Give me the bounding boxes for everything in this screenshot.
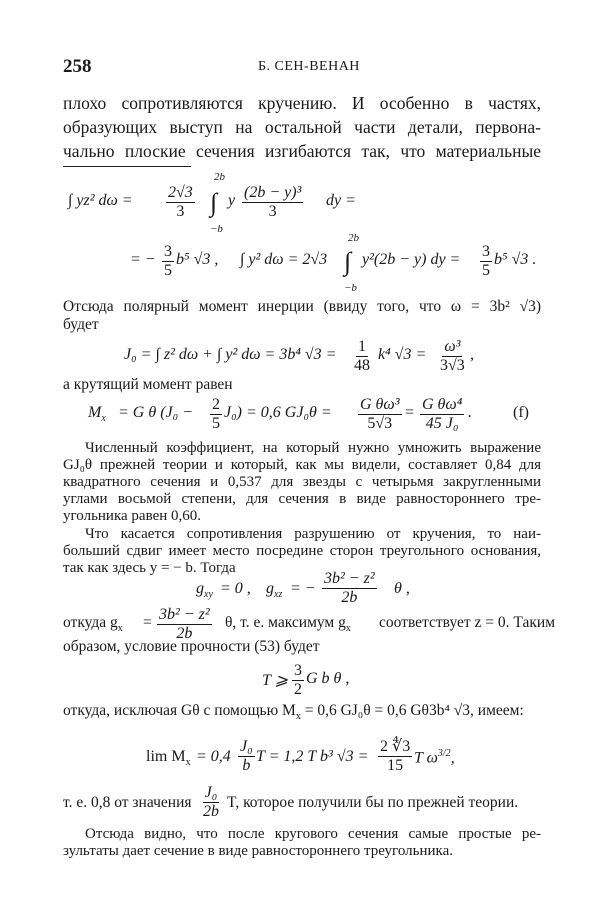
- integral-sign: ∫: [210, 188, 218, 217]
- otkuda1-c: [225, 614, 351, 634]
- eq7-lim: [146, 748, 191, 768]
- eq2-upper-limit: 2b: [348, 232, 359, 244]
- intro-line-2: образующих выступ на остальной части детали, первона-: [63, 117, 541, 137]
- te-line: [63, 784, 541, 820]
- eq7-frac-1: $\frac{\text{J₀}}{b}$: [240, 738, 253, 774]
- eq3-lhs: J₀ = ∫ z² dω + ∫ y² dω = 3b⁴ √3 =: [124, 346, 337, 363]
- eq3-mid: k⁴ √3 =: [378, 346, 427, 363]
- eq4-part2: J₀) = 0,6 GJ₀θ =: [224, 404, 332, 421]
- torque-line: а крутящий момент равен: [63, 376, 233, 393]
- otkuda2-a-sub: x: [295, 711, 301, 723]
- otkuda1-a: [63, 614, 123, 634]
- eq3-frac-2: $\frac{\text{ω³}}{3√3}$: [440, 338, 465, 374]
- eq3-tail: ,: [470, 346, 474, 363]
- equation-label-f: (f): [513, 404, 529, 421]
- p1-line-2: GJ₀θ прежней теории и который, как мы видели, составляет 0,84 для: [63, 457, 541, 473]
- eq6-frac: $\frac{3}{2}$: [294, 662, 302, 698]
- te-a: т. е. 0,8 от значения: [63, 794, 192, 811]
- eq7-part1: = 0,4: [196, 748, 231, 765]
- eq4-eq: =: [404, 404, 415, 421]
- eq2-frac-2: $\frac{3}{5}$: [482, 243, 490, 279]
- eq1-lhs: ∫ yz² dω =: [68, 192, 133, 209]
- eq5-g1: g: [196, 580, 204, 597]
- eq3-frac-1: $\frac{1}{48}$: [354, 338, 370, 374]
- eq7-frac-2: $\frac{2 ∜3}{15}$: [380, 738, 411, 774]
- equation-2: [130, 232, 550, 295]
- eq5-frac: $\frac{\text{3b² − z²}}{2b}$: [324, 570, 375, 606]
- eq4-frac-2: $\frac{\text{G θω³}}{5√3}$: [360, 396, 400, 432]
- eq2-frac-1: $\frac{3}{5}$: [164, 243, 172, 279]
- eq5-tail: θ ,: [394, 580, 410, 597]
- p2-line-2: больший сдвиг имеет место посредине сторон треугольного основания,: [63, 543, 541, 559]
- eq5-sub2: xz: [274, 589, 283, 601]
- eq5-part2: = 0 ,: [220, 580, 251, 597]
- eq6-tail: G b θ ,: [306, 670, 350, 687]
- running-head: Б. СЕН-ВЕНАН: [258, 59, 360, 74]
- otkuda2-a: откуда, исключая Gθ с помощью M: [63, 702, 296, 719]
- eq7-lim-text: lim M: [146, 748, 186, 765]
- te-frac: $\frac{\text{J₀}}{2b}$: [203, 784, 219, 820]
- eq7-part2: T = 1,2 T b³ √3 =: [256, 748, 369, 765]
- eq5-sub1: xy: [204, 589, 213, 601]
- p1-line-4: углами восьмой степени, для сечения в виде равностороннего тре-: [63, 491, 541, 507]
- eq1-upper-limit: 2b: [214, 171, 225, 183]
- equation-6: [262, 660, 382, 700]
- eq4-part1: = G θ (J₀ −: [118, 404, 193, 421]
- eq7-lim-sub: x: [185, 757, 191, 769]
- eq2-lower-limit: −b: [344, 282, 357, 294]
- otkuda2-b: = 0,6 GJ₀θ = 0,6 Gθ3b⁴ √3, имеем:: [304, 702, 524, 719]
- eq7-exp: 3/2: [437, 748, 451, 759]
- obrazom-line: образом, условие прочности (53) будет: [63, 638, 320, 655]
- equation-7: [146, 734, 466, 782]
- eq4-sub: x: [101, 413, 106, 425]
- otkuda1-a-text: откуда g: [63, 614, 118, 631]
- polar-line-2: будет: [63, 316, 99, 333]
- eq2-tail: b⁵ √3 .: [494, 251, 537, 268]
- page-number: 258: [63, 56, 92, 77]
- otkuda1-c-sub: x: [345, 623, 351, 635]
- eq2-part2: ∫ y² dω = 2√3: [240, 251, 328, 268]
- p3-line-2: зультаты дает сечение в виде равностороннего треугольника.: [63, 843, 453, 859]
- eq1-tail: dy =: [326, 192, 356, 209]
- otkuda-line-1: [63, 606, 556, 642]
- eq5-g-xz: [266, 580, 282, 600]
- p1-line-3: квадратного сечения и 0,537 для звезды с четырьмя закругленными: [63, 474, 541, 490]
- eq5-g-xy: [196, 580, 213, 600]
- eq4-m: M: [88, 404, 102, 421]
- p1-line-5: угольника равен 0,60.: [63, 508, 202, 524]
- eq7-part3: [414, 748, 455, 767]
- eq2-integrand: y²(2b − y) dy =: [362, 251, 461, 268]
- eq5-part4: = −: [290, 580, 316, 597]
- equation-3: [124, 334, 544, 378]
- eq4-frac-1: $\frac{2}{5}$: [212, 396, 220, 432]
- eq2-part1: b⁵ √3 ,: [176, 251, 219, 268]
- otkuda-line-2: [63, 702, 541, 722]
- intro-line-3: чально плоские сечения изгибаются так, что материальные: [63, 141, 541, 161]
- p3-line-1: Отсюда видно, что после кругового сечения самые простые ре-: [85, 826, 541, 842]
- eq1-lower-limit: −b: [210, 223, 223, 235]
- equation-5: [196, 568, 456, 608]
- eq4-tail: .: [468, 404, 472, 421]
- eq1-integrand: $\frac{\text{(2b − y)³}}{3}$: [244, 184, 302, 220]
- otkuda1-a-sub: x: [117, 623, 123, 635]
- eq1-coef: $\frac{2√3}{3}$: [168, 184, 193, 220]
- otkuda1-c-text: θ, т. е. максимум g: [225, 614, 346, 631]
- otkuda1-d: соответствует z = 0. Таким: [379, 614, 556, 631]
- otkuda1-frac: $\frac{\text{3b² − z²}}{2b}$: [159, 606, 210, 642]
- eq7-part3-text: T ω: [414, 749, 438, 767]
- p2-line-3: так как здесь y = − b. Тогда: [63, 560, 236, 576]
- eq7-tail: ,: [450, 749, 455, 767]
- polar-line-1: Отсюда полярный момент инерции (ввиду того, что ω = 3b² √3): [63, 298, 541, 315]
- intro-line-1: плохо сопротивляются кручению. И особенно в частях,: [63, 93, 541, 113]
- eq1-y: y: [228, 192, 236, 209]
- eq4-lhs: [88, 404, 106, 424]
- integral-sign-2: ∫: [344, 247, 352, 276]
- p1-line-1: Численный коэффициент, на который нужно умножить выражение: [85, 440, 541, 456]
- te-b: T, которое получили бы по прежней теории.: [227, 794, 519, 811]
- equation-4: [88, 394, 548, 438]
- eq5-g2: g: [266, 580, 274, 597]
- eq6-lhs: T ⩾: [262, 672, 289, 689]
- p2-line-1: Что касается сопротивления разрушению от кручения, то наи-: [85, 526, 541, 542]
- footnote-rule: [63, 166, 191, 167]
- eq2-lead: = −: [130, 251, 156, 268]
- equation-1: [68, 171, 538, 235]
- otkuda1-b: =: [143, 614, 152, 631]
- eq4-frac-3: $\frac{\text{G θω⁴}}{\text{45 J₀}}$: [422, 396, 463, 432]
